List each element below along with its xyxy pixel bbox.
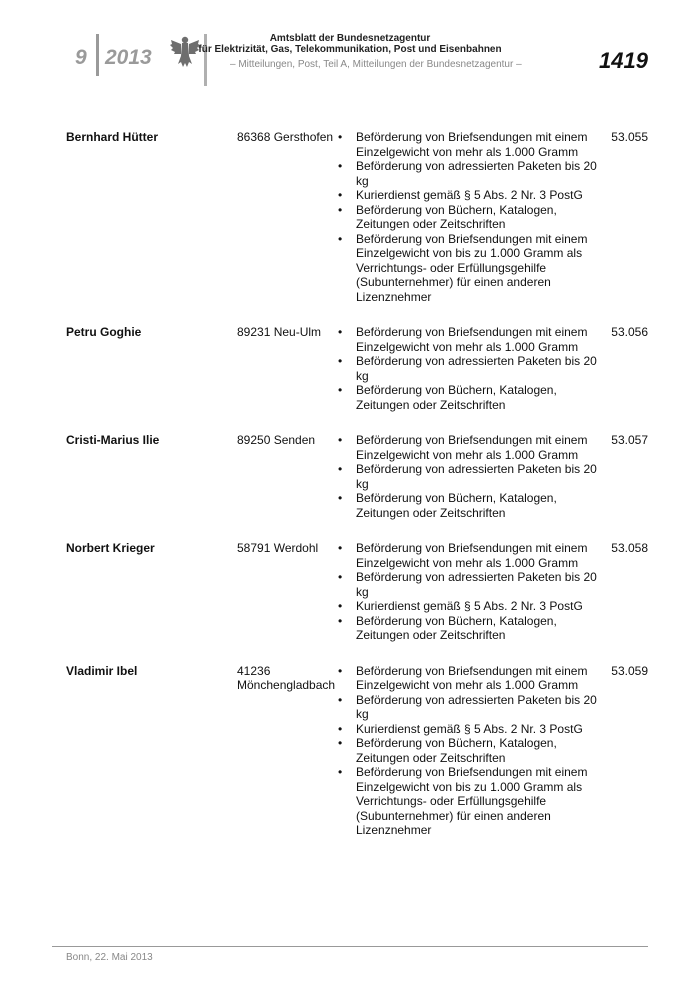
licensee-name: Petru Goghie	[66, 325, 142, 339]
licensee-entry	[66, 433, 652, 520]
service-item: • Beförderung von Briefsendungen mit einem Einzelgewicht von bis zu 1.000 Gramm als Verrichtungs- oder Erfüllungsgehilfe (Subunternehmer) für einen anderen Lizenznehmer	[338, 232, 603, 305]
service-item: • Beförderung von Briefsendungen mit einem Einzelgewicht von mehr als 1.000 Gramm	[338, 325, 603, 354]
service-list	[338, 664, 603, 838]
service-item: • Beförderung von Briefsendungen mit einem Einzelgewicht von mehr als 1.000 Gramm	[338, 433, 603, 462]
licensee-entry	[66, 664, 652, 838]
service-item: • Beförderung von Briefsendungen mit einem Einzelgewicht von bis zu 1.000 Gramm als Verrichtungs- oder Erfüllungsgehilfe (Subunternehmer) für einen anderen Lizenznehmer	[338, 765, 603, 838]
service-item: • Beförderung von adressierten Paketen bis 20 kg	[338, 570, 603, 599]
service-item: • Beförderung von Büchern, Katalogen, Zeitungen oder Zeitschriften	[338, 203, 603, 232]
licensee-name: Cristi-Marius Ilie	[66, 433, 160, 447]
licensee-name: Norbert Krieger	[66, 541, 155, 555]
service-item: • Beförderung von Briefsendungen mit einem Einzelgewicht von mehr als 1.000 Gramm	[338, 664, 603, 693]
licensee-location: 89250 Senden	[237, 433, 316, 447]
service-item: • Beförderung von Briefsendungen mit einem Einzelgewicht von mehr als 1.000 Gramm	[338, 541, 603, 570]
journal-title-line-1: Amtsblatt der Bundesnetzagentur	[269, 33, 431, 44]
service-list	[338, 541, 603, 643]
licensee-location: 41236 Mönchengladbach	[237, 663, 336, 692]
service-item: • Beförderung von Büchern, Katalogen, Zeitungen oder Zeitschriften	[338, 491, 603, 520]
service-item: • Beförderung von adressierten Paketen bis 20 kg	[338, 693, 603, 722]
issue-year: 2013	[105, 46, 152, 69]
service-item: • Beförderung von adressierten Paketen bis 20 kg	[338, 159, 603, 188]
service-item: • Beförderung von Briefsendungen mit einem Einzelgewicht von mehr als 1.000 Gramm	[338, 130, 603, 159]
licensee-list	[66, 130, 652, 859]
licensee-name: Vladimir Ibel	[66, 663, 138, 678]
service-item: • Beförderung von adressierten Paketen bis 20 kg	[338, 462, 603, 491]
license-number: 53.059	[611, 663, 648, 678]
journal-title	[0, 33, 700, 55]
license-number: 53.055	[611, 130, 648, 144]
service-list	[338, 325, 603, 412]
licensee-name: Bernhard Hütter	[66, 130, 159, 144]
service-item: • Beförderung von adressierten Paketen bis 20 kg	[338, 354, 603, 383]
journal-title-line-2: für Elektrizität, Gas, Telekommunikation, Post und Eisenbahnen	[198, 44, 502, 55]
service-item: • Kurierdienst gemäß § 5 Abs. 2 Nr. 3 PostG	[338, 188, 603, 203]
journal-subtitle: – Mitteilungen, Post, Teil A, Mitteilungen der Bundesnetzagentur –	[230, 59, 522, 70]
footer-divider	[52, 946, 648, 947]
licensee-entry	[66, 541, 652, 643]
service-item: • Beförderung von Büchern, Katalogen, Zeitungen oder Zeitschriften	[338, 736, 603, 765]
service-list	[338, 433, 603, 520]
service-list	[338, 130, 603, 304]
license-number: 53.058	[611, 541, 648, 555]
license-number: 53.057	[611, 433, 648, 447]
service-item: • Kurierdienst gemäß § 5 Abs. 2 Nr. 3 PostG	[338, 722, 603, 737]
licensee-location: 86368 Gersthofen	[237, 130, 334, 144]
service-item: • Beförderung von Büchern, Katalogen, Zeitungen oder Zeitschriften	[338, 383, 603, 412]
licensee-location: 89231 Neu-Ulm	[237, 325, 322, 339]
page-number: 1419	[599, 48, 648, 73]
license-number: 53.056	[611, 325, 648, 339]
licensee-entry	[66, 130, 652, 304]
licensee-entry	[66, 325, 652, 412]
service-item: • Beförderung von Büchern, Katalogen, Zeitungen oder Zeitschriften	[338, 614, 603, 643]
licensee-location: 58791 Werdohl	[237, 541, 319, 555]
footer-date: Bonn, 22. Mai 2013	[66, 952, 153, 963]
issue-number: 9	[75, 46, 87, 69]
service-item: • Kurierdienst gemäß § 5 Abs. 2 Nr. 3 PostG	[338, 599, 603, 614]
